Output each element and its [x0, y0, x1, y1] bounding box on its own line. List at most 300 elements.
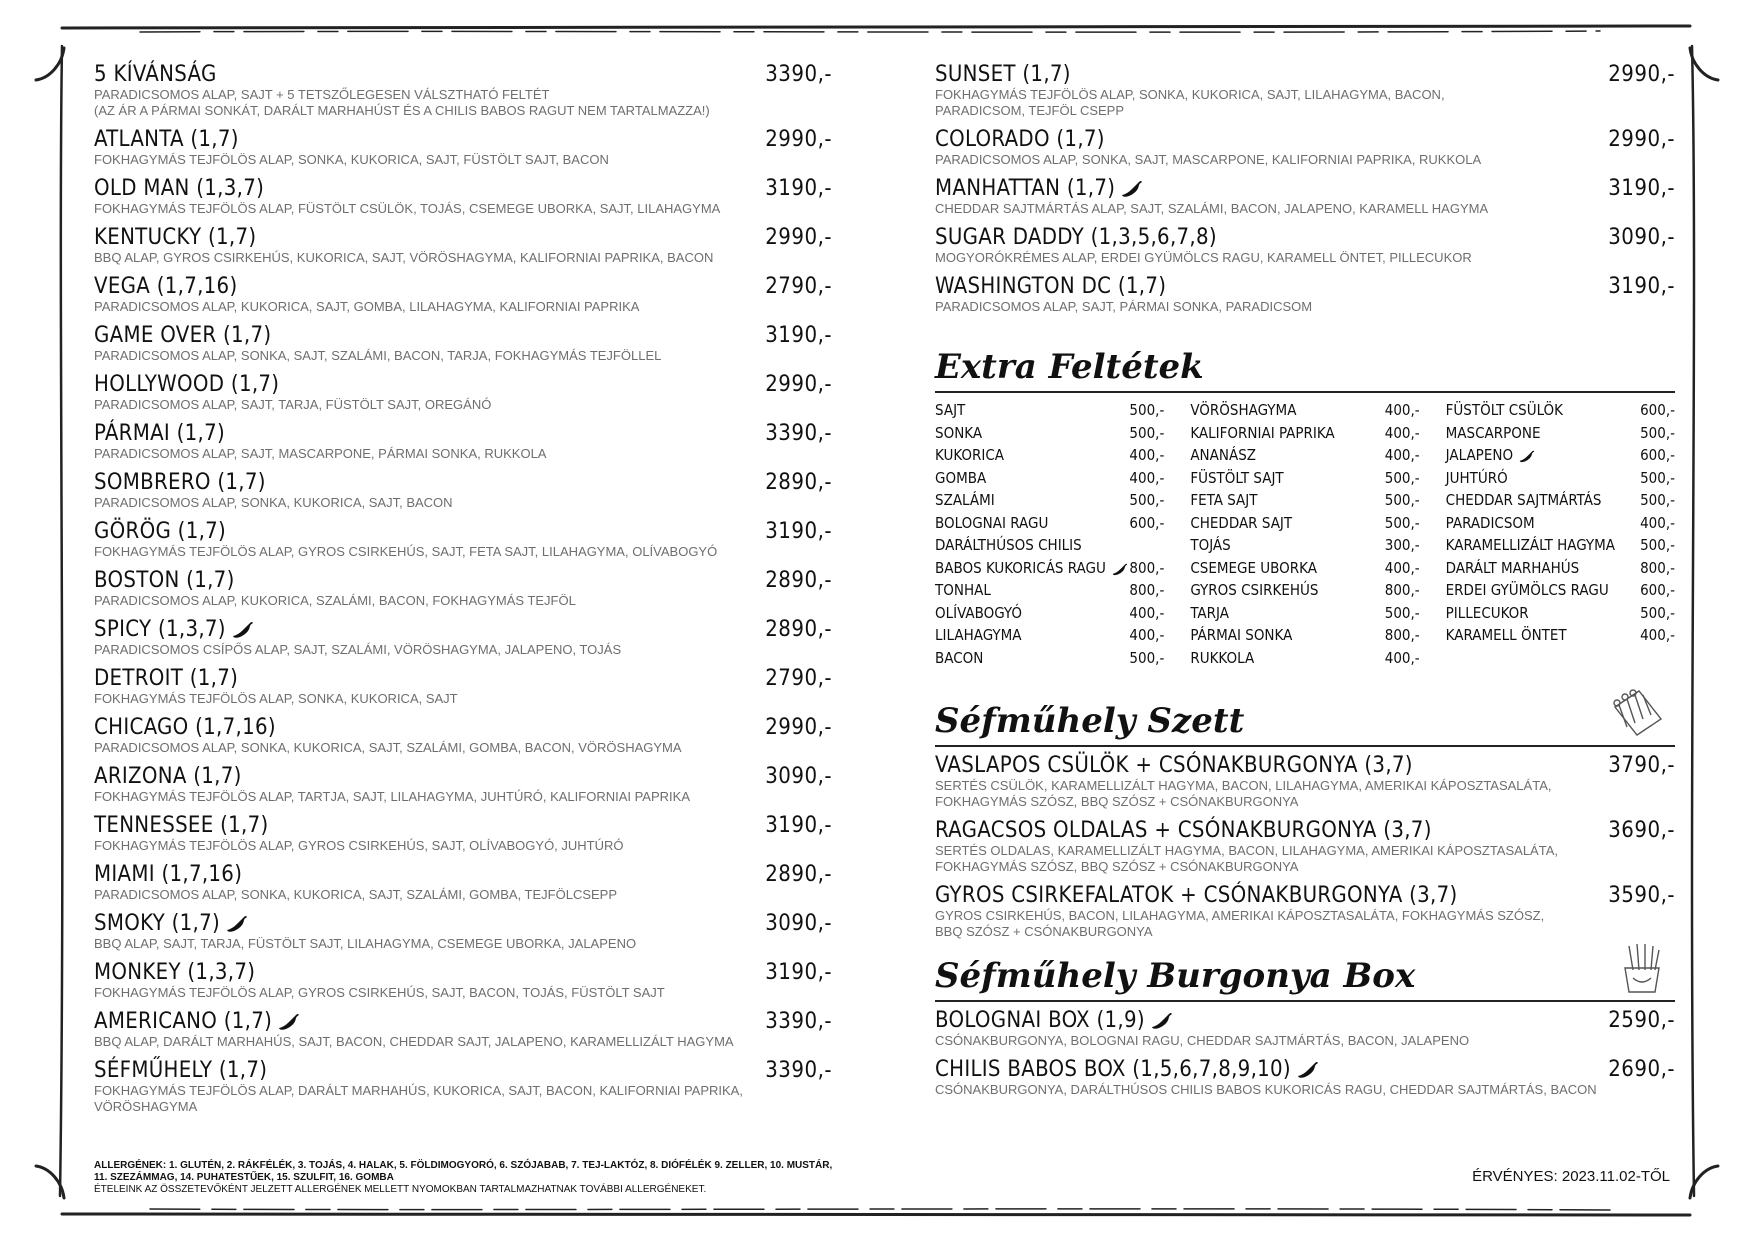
menu-item: [94, 274, 832, 315]
extras-price: 400,-: [1640, 626, 1675, 644]
menu-item-price: 2990,-: [765, 372, 832, 397]
extras-name: KUKORICA: [935, 446, 1004, 464]
menu-item-head: [935, 753, 1675, 778]
menu-item-name: AMERICANO (1,7): [94, 1009, 273, 1034]
menu-item-title: [94, 372, 279, 397]
menu-item-description: FOKHAGYMÁS TEJFÖLÖS ALAP, GYROS CSIRKEHÚS, SAJT, BACON, TOJÁS, FÜSTÖLT SAJT: [94, 985, 665, 1000]
menu-item-title: [935, 274, 1166, 299]
fries-icon: [1617, 940, 1667, 996]
menu-item-name: TENNESSEE (1,7): [94, 813, 269, 838]
menu-item-name: KENTUCKY (1,7): [94, 225, 257, 250]
extras-name: PARADICSOM: [1445, 513, 1535, 532]
menu-item-name: DETROIT (1,7): [94, 666, 239, 691]
extras-price: 500,-: [1384, 491, 1420, 509]
menu-item-name: SOMBRERO (1,7): [94, 470, 266, 495]
menu-item-name: SUGAR DADDY (1,3,5,6,7,8): [935, 225, 1217, 250]
extras-name-wrap: [1446, 467, 1508, 490]
extras-price: 400,-: [1129, 468, 1165, 487]
menu-item-description: FOKHAGYMÁS TEJFÖLÖS ALAP, SONKA, KUKORICA, SAJT, LILAHAGYMA, BACON, PARADICSOM, TEJFÖL CSEPP: [935, 87, 1445, 118]
extras-name: GOMBA: [935, 468, 987, 487]
menu-item-title: [94, 274, 237, 299]
extras-name-wrap: [1446, 489, 1602, 512]
menu-item-head: [935, 883, 1675, 908]
extras-row: [1446, 557, 1675, 580]
menu-item-price: 2890,-: [765, 862, 832, 887]
menu-item-name: VEGA (1,7,16): [94, 274, 238, 299]
menu-item-description: FOKHAGYMÁS TEJFÖLÖS ALAP, SONKA, KUKORICA, SAJT, FÜSTÖLT SAJT, BACON: [94, 152, 609, 167]
menu-item: [94, 1058, 832, 1115]
extras-name: TOJÁS: [1190, 536, 1231, 554]
menu-item-name: SUNSET (1,7): [935, 62, 1071, 87]
extras-row: [935, 534, 1164, 557]
extras-name-wrap: [935, 557, 1128, 580]
menu-item-title: [94, 176, 264, 201]
menu-item-name: OLD MAN (1,3,7): [94, 176, 265, 201]
menu-item-head: [94, 470, 832, 495]
extras-row: [1190, 647, 1419, 670]
menu-item-head: [94, 176, 832, 201]
extras-name-wrap: [1446, 444, 1535, 467]
extras-row: [1190, 579, 1419, 602]
extras-name-wrap: [935, 579, 991, 602]
chili-pepper-icon: [1519, 450, 1535, 463]
menu-item-title: [935, 225, 1217, 250]
extras-name: GYROS CSIRKEHÚS: [1190, 581, 1319, 599]
menu-item: [94, 519, 832, 560]
menu-item-head: [935, 1008, 1675, 1033]
extras-row: [935, 557, 1164, 580]
menu-item-name: PÁRMAI (1,7): [94, 421, 226, 446]
menu-item-title: [935, 818, 1432, 843]
box-title-text: Séfműhely Burgonya Box: [935, 956, 1416, 996]
menu-item: [94, 62, 832, 119]
menu-item-head: [94, 225, 832, 250]
menu-item-head: [94, 1009, 832, 1034]
allergen-line-1: 1. GLUTÉN, 2. RÁKFÉLÉK, 3. TOJÁS, 4. HALAK, 5. FÖLDIMOGYORÓ, 6. SZÓJABAB, 7. TEJ-LAKTÓZ, 8. DIÓFÉLÉK 9. ZELLER, 10. MUSTÁR,: [169, 1160, 833, 1171]
menu-item-name: WASHINGTON DC (1,7): [935, 274, 1167, 299]
menu-item: [94, 225, 832, 266]
extras-name-wrap: [1446, 422, 1541, 445]
menu-item: [935, 127, 1675, 168]
extras-row: [1446, 467, 1675, 490]
menu-item: [94, 176, 832, 217]
menu-item-description: FOKHAGYMÁS TEJFÖLÖS ALAP, GYROS CSIRKEHÚS, SAJT, FETA SAJT, LILAHAGYMA, OLÍVABOGYÓ: [94, 544, 718, 559]
menu-item-price: 3190,-: [1608, 274, 1675, 299]
menu-item-title: [94, 862, 242, 887]
menu-item-head: [94, 274, 832, 299]
extras-price: 500,-: [1384, 513, 1420, 532]
menu-item-name: CHILIS BABOS BOX (1,5,6,7,8,9,10): [935, 1057, 1291, 1082]
extras-name: OLÍVABOGYÓ: [935, 603, 1022, 622]
chili-pepper-icon: [1297, 1061, 1319, 1079]
extras-row: [1446, 489, 1675, 512]
extras-row: [1446, 534, 1675, 557]
extras-name-wrap: [935, 444, 1004, 467]
extras-row: [935, 422, 1164, 445]
extras-name-wrap: [1190, 602, 1229, 625]
szett-title-text: Séfműhely Szett: [935, 701, 1245, 741]
extras-name-wrap: [1190, 422, 1334, 445]
menu-item-name: BOSTON (1,7): [94, 568, 235, 593]
menu-item-description: GYROS CSIRKEHÚS, BACON, LILAHAGYMA, AMERIKAI KÁPOSZTASALÁTA, FOKHAGYMÁS SZÓSZ, BBQ SZÓSZ + CSÓNAKBURGONYA: [935, 908, 1545, 939]
extras-price: 400,-: [1129, 446, 1165, 464]
extras-name: RUKKOLA: [1190, 648, 1255, 667]
menu-item-price: 2690,-: [1608, 1057, 1675, 1082]
menu-item-price: 3190,-: [765, 960, 832, 985]
extras-price: 400,-: [1384, 648, 1420, 667]
menu-item-name: ARIZONA (1,7): [94, 764, 242, 789]
extras-price: 500,-: [1129, 648, 1165, 667]
menu-item: [935, 1057, 1675, 1098]
menu-item: [94, 1009, 832, 1050]
menu-item: [935, 753, 1675, 810]
menu-item-price: 3190,-: [765, 323, 832, 348]
menu-item-head: [94, 666, 832, 691]
extras-price: 500,-: [1384, 468, 1420, 487]
extras-price: 500,-: [1384, 603, 1420, 622]
menu-item-price: 3390,-: [765, 62, 832, 87]
extras-name: BABOS KUKORICÁS RAGU: [935, 558, 1106, 577]
extras-name-wrap: [1446, 602, 1529, 625]
menu-item-price: 2990,-: [1608, 62, 1675, 87]
menu-item-price: 2890,-: [765, 470, 832, 495]
extras-name-wrap: [1190, 399, 1296, 422]
extras-name-wrap: [935, 399, 965, 422]
extras-price: 500,-: [1129, 401, 1165, 419]
menu-item-head: [935, 176, 1675, 201]
extras-name-wrap: [935, 534, 1082, 557]
menu-item-price: 3590,-: [1608, 883, 1675, 908]
menu-item-description: CSÓNAKBURGONYA, DARÁLTHÚSOS CHILIS BABOS KUKORICÁS RAGU, CHEDDAR SAJTMÁRTÁS, BACON: [935, 1082, 1597, 1097]
menu-item-head: [94, 960, 832, 985]
extras-price: 400,-: [1384, 401, 1420, 419]
extras-name: FETA SAJT: [1190, 491, 1258, 509]
extras-row: [1446, 512, 1675, 535]
extras-row: [935, 399, 1164, 422]
extras-name: KARAMELLIZÁLT HAGYMA: [1445, 536, 1616, 554]
extras-price: 400,-: [1129, 626, 1165, 644]
menu-item-name: COLORADO (1,7): [935, 127, 1105, 152]
menu-item-name: MIAMI (1,7,16): [94, 862, 243, 887]
extras-row: [935, 489, 1164, 512]
menu-item-name: SÉFMŰHELY (1,7): [94, 1058, 268, 1083]
extras-price: 500,-: [1640, 468, 1675, 487]
menu-item-description: MOGYORÓKRÉMES ALAP, ERDEI GYÜMÖLCS RAGU, KARAMELL ÖNTET, PILLECUKOR: [935, 250, 1472, 265]
menu-item: [94, 568, 832, 609]
menu-item-price: 2990,-: [765, 715, 832, 740]
extras-row: [935, 579, 1164, 602]
chili-pepper-icon: [278, 1013, 300, 1031]
extras-name: SZALÁMI: [935, 491, 995, 509]
extras-name-wrap: [1190, 557, 1317, 580]
allergen-line-3: ÉTELEINK AZ ÖSSZETEVŐKÉNT JELZETT ALLERGÉNEK MELLETT NYOMOKBAN TARTALMAZHATNAK TOVÁBBI ALLERGÉNEKET.: [94, 1184, 707, 1195]
menu-item: [94, 862, 832, 903]
extras-row: [1446, 624, 1675, 647]
ribs-icon: [1609, 685, 1667, 741]
extras-name-wrap: [935, 624, 1022, 647]
menu-item-price: 2790,-: [765, 666, 832, 691]
extras-name: SAJT: [935, 401, 966, 419]
menu-item-description: PARADICSOMOS ALAP, SONKA, SAJT, MASCARPONE, KALIFORNIAI PAPRIKA, RUKKOLA: [935, 152, 1482, 167]
menu-item-description: PARADICSOMOS ALAP, SONKA, KUKORICA, SAJT, SZALÁMI, GOMBA, TEJFÖLCSEPP: [94, 887, 618, 902]
extras-price: 400,-: [1384, 558, 1420, 577]
menu-item-title: [94, 470, 266, 495]
menu-item: [94, 421, 832, 462]
menu-item-price: 3190,-: [765, 813, 832, 838]
menu-item-head: [94, 1058, 832, 1083]
extras-name: SONKA: [935, 423, 983, 442]
extras-price: 500,-: [1640, 536, 1675, 554]
extras-name: ANANÁSZ: [1190, 446, 1257, 464]
extras-row: [1190, 557, 1419, 580]
menu-item-description: BBQ ALAP, GYROS CSIRKEHÚS, KUKORICA, SAJT, VÖRÖSHAGYMA, KALIFORNIAI PAPRIKA, BACON: [94, 250, 714, 265]
menu-item: [935, 176, 1675, 217]
extras-name: MASCARPONE: [1445, 423, 1541, 442]
menu-item-description: FOKHAGYMÁS TEJFÖLÖS ALAP, DARÁLT MARHAHÚS, KUKORICA, SAJT, BACON, KALIFORNIAI PAPRIKA, VÖRÖSHAGYMA: [94, 1083, 743, 1114]
menu-item-head: [94, 568, 832, 593]
menu-item-description: PARADICSOMOS ALAP, SAJT, MASCARPONE, PÁRMAI SONKA, RUKKOLA: [94, 446, 547, 461]
menu-item: [94, 617, 832, 658]
extras-name-wrap: [935, 467, 986, 490]
menu-item-head: [94, 813, 832, 838]
chili-pepper-icon: [1151, 1012, 1173, 1030]
extras-name: KARAMELL ÖNTET: [1445, 626, 1567, 644]
extras-name-wrap: [1190, 489, 1257, 512]
extras-price: 800,-: [1384, 626, 1420, 644]
menu-item-head: [94, 764, 832, 789]
extras-name-wrap: [1190, 579, 1318, 602]
menu-item-head: [94, 127, 832, 152]
extras-row: [1190, 624, 1419, 647]
menu-item-title: [935, 1057, 1319, 1082]
menu-item-title: [94, 764, 242, 789]
menu-item-title: [94, 323, 271, 348]
menu-item-head: [94, 617, 832, 642]
menu-item-title: [94, 1058, 267, 1083]
extras-name-wrap: [935, 602, 1022, 625]
extras-row: [1446, 602, 1675, 625]
box-title: [935, 954, 1675, 1002]
menu-item: [94, 960, 832, 1001]
extras-row: [1190, 422, 1419, 445]
menu-item-head: [935, 274, 1675, 299]
menu-item-price: 2790,-: [765, 274, 832, 299]
menu-item-price: 3090,-: [1608, 225, 1675, 250]
menu-item-name: BOLOGNAI BOX (1,9): [935, 1008, 1145, 1033]
extras-price: 500,-: [1129, 491, 1165, 509]
menu-item-name: SPICY (1,3,7): [94, 617, 226, 642]
extras-column: [935, 399, 1164, 669]
chili-pepper-icon: [1112, 563, 1128, 576]
extras-price: 600,-: [1129, 513, 1165, 532]
menu-item-price: 3090,-: [765, 911, 832, 936]
extras-name-wrap: [1446, 624, 1567, 647]
menu-item: [935, 883, 1675, 940]
menu-item: [94, 911, 832, 952]
menu-item-title: [94, 617, 254, 642]
menu-item-description: CHEDDAR SAJTMÁRTÁS ALAP, SAJT, SZALÁMI, BACON, JALAPENO, KARAMELL HAGYMA: [935, 201, 1489, 216]
extras-name-wrap: [1446, 579, 1609, 602]
extras-column: [1446, 399, 1675, 669]
menu-item-description: SERTÉS OLDALAS, KARAMELLIZÁLT HAGYMA, BACON, LILAHAGYMA, AMERIKAI KÁPOSZTASALÁTA, FOKHAGYMÁS SZÓSZ, BBQ SZÓSZ + CSÓNAKBURGONYA: [935, 843, 1558, 874]
extras-name: FÜSTÖLT CSÜLÖK: [1445, 401, 1564, 419]
menu-item-price: 2890,-: [765, 617, 832, 642]
extras-row: [1190, 444, 1419, 467]
menu-item-price: 3690,-: [1608, 818, 1675, 843]
extras-name-wrap: [1190, 624, 1292, 647]
extras-price: 600,-: [1640, 581, 1675, 599]
menu-item-price: 3390,-: [765, 421, 832, 446]
menu-item-head: [94, 519, 832, 544]
menu-item-price: 2990,-: [765, 127, 832, 152]
extras-column: [1190, 399, 1419, 669]
extras-row: [1190, 534, 1419, 557]
menu-item-name: CHICAGO (1,7,16): [94, 715, 276, 740]
extras-price: 800,-: [1129, 558, 1165, 577]
extras-row: [1190, 512, 1419, 535]
menu-item-name: ATLANTA (1,7): [94, 127, 239, 152]
menu-item-name: MONKEY (1,3,7): [94, 960, 256, 985]
extras-name: ERDEI GYÜMÖLCS RAGU: [1445, 581, 1609, 599]
extras-name-wrap: [935, 512, 1048, 535]
extras-row: [935, 647, 1164, 670]
menu-item: [94, 764, 832, 805]
menu-item-name: MANHATTAN (1,7): [935, 176, 1116, 201]
menu-item-title: [94, 666, 238, 691]
menu-item-head: [935, 1057, 1675, 1082]
menu-item-description: PARADICSOMOS CSÍPŐS ALAP, SAJT, SZALÁMI, VÖRÖSHAGYMA, JALAPENO, TOJÁS: [94, 642, 622, 657]
extras-price: 400,-: [1640, 513, 1675, 532]
extras-name: PILLECUKOR: [1445, 603, 1529, 622]
menu-item-head: [935, 127, 1675, 152]
menu-item-description: PARADICSOMOS ALAP, SAJT, PÁRMAI SONKA, PARADICSOM: [935, 299, 1313, 314]
menu-item-title: [94, 568, 235, 593]
menu-item-title: [935, 1008, 1173, 1033]
extras-name-wrap: [1446, 557, 1580, 580]
chili-pepper-icon: [1121, 180, 1143, 198]
pizza-list-right: [935, 62, 1675, 315]
menu-item: [94, 715, 832, 756]
extras-price: 500,-: [1640, 423, 1675, 442]
menu-item-description: FOKHAGYMÁS TEJFÖLÖS ALAP, TARTJA, SAJT, LILAHAGYMA, JUHTÚRÓ, KALIFORNIAI PAPRIKA: [94, 789, 690, 804]
menu-item-price: 3190,-: [765, 519, 832, 544]
extras-row: [1190, 489, 1419, 512]
extras-name: CHEDDAR SAJT: [1190, 513, 1293, 532]
box-list: [935, 1008, 1675, 1098]
extras-name: DARÁLTHÚSOS CHILIS: [935, 536, 1082, 554]
pizza-list-left: [94, 62, 832, 1123]
menu-item-title: [935, 62, 1071, 87]
extras-name: JUHTÚRÓ: [1445, 468, 1508, 487]
extras-row: [935, 624, 1164, 647]
menu-item-title: [94, 519, 226, 544]
menu-item: [94, 470, 832, 511]
validity-date: ÉRVÉNYES: 2023.11.02-TŐL: [1472, 1168, 1670, 1185]
menu-item-title: [94, 127, 239, 152]
extras-name: CSEMEGE UBORKA: [1190, 558, 1317, 577]
extras-name-wrap: [1190, 444, 1256, 467]
menu-item-price: 2890,-: [765, 568, 832, 593]
menu-item: [935, 274, 1675, 315]
menu-item: [935, 818, 1675, 875]
menu-item-description: PARADICSOMOS ALAP, KUKORICA, SAJT, GOMBA, LILAHAGYMA, KALIFORNIAI PAPRIKA: [94, 299, 640, 314]
extras-table: [935, 399, 1675, 669]
extras-name-wrap: [1190, 467, 1283, 490]
menu-item-head: [935, 818, 1675, 843]
menu-item-description: CSÓNAKBURGONYA, BOLOGNAI RAGU, CHEDDAR SAJTMÁRTÁS, BACON, JALAPENO: [935, 1033, 1470, 1048]
extras-price: 300,-: [1384, 536, 1420, 554]
extras-name-wrap: [1190, 512, 1292, 535]
menu-item-head: [94, 62, 832, 87]
menu-item-title: [94, 62, 217, 87]
extras-title: Extra Feltétek: [935, 345, 1675, 393]
menu-item-name: 5 KÍVÁNSÁG: [94, 62, 217, 87]
menu-item-price: 3190,-: [765, 176, 832, 201]
extras-name-wrap: [1446, 512, 1535, 535]
menu-item: [94, 127, 832, 168]
extras-name: LILAHAGYMA: [935, 626, 1022, 644]
menu-item: [94, 372, 832, 413]
menu-item: [94, 323, 832, 364]
menu-item-name: GYROS CSIRKEFALATOK + CSÓNAKBURGONYA (3,7): [935, 883, 1458, 908]
menu-item-title: [935, 127, 1105, 152]
extras-row: [935, 512, 1164, 535]
extras-price: 800,-: [1129, 581, 1165, 599]
menu-item-description: PARADICSOMOS ALAP, KUKORICA, SZALÁMI, BACON, FOKHAGYMÁS TEJFÖL: [94, 593, 576, 608]
allergen-info: [94, 1160, 834, 1196]
extras-name: BACON: [935, 648, 984, 667]
menu-item-title: [94, 911, 248, 936]
menu-item-head: [94, 715, 832, 740]
extras-name: JALAPENO: [1445, 446, 1514, 464]
menu-item-description: PARADICSOMOS ALAP, SONKA, KUKORICA, SAJT, SZALÁMI, GOMBA, BACON, VÖRÖSHAGYMA: [94, 740, 682, 755]
menu-item-price: 3090,-: [765, 764, 832, 789]
extras-row: [1446, 422, 1675, 445]
extras-price: 400,-: [1129, 603, 1165, 622]
extras-price: 400,-: [1384, 423, 1420, 442]
extras-row: [1190, 602, 1419, 625]
extras-name: CHEDDAR SAJTMÁRTÁS: [1445, 491, 1602, 509]
menu-item-price: 3390,-: [765, 1009, 832, 1034]
extras-price: 500,-: [1640, 603, 1675, 622]
right-column: [935, 62, 1675, 1106]
extras-row: [1190, 399, 1419, 422]
menu-item: [94, 813, 832, 854]
extras-row: [1190, 467, 1419, 490]
allergen-label: ALLERGÉNEK:: [94, 1160, 167, 1171]
extras-name-wrap: [1190, 534, 1230, 557]
menu-item-head: [935, 225, 1675, 250]
menu-item-price: 2590,-: [1608, 1008, 1675, 1033]
menu-item-price: 3190,-: [1608, 176, 1675, 201]
szett-list: [935, 753, 1675, 940]
menu-item-description: FOKHAGYMÁS TEJFÖLÖS ALAP, SONKA, KUKORICA, SAJT: [94, 691, 458, 706]
menu-item-price: 3790,-: [1608, 753, 1675, 778]
menu-item-head: [94, 862, 832, 887]
menu-item-description: BBQ ALAP, DARÁLT MARHAHÚS, SAJT, BACON, CHEDDAR SAJT, JALAPENO, KARAMELLIZÁLT HAGYMA: [94, 1034, 734, 1049]
extras-name-wrap: [1190, 647, 1254, 670]
menu-item: [94, 666, 832, 707]
menu-item-name: RAGACSOS OLDALAS + CSÓNAKBURGONYA (3,7): [935, 818, 1432, 843]
extras-price: 600,-: [1640, 446, 1675, 464]
menu-item-head: [94, 421, 832, 446]
extras-row: [935, 444, 1164, 467]
menu-item-price: 2990,-: [765, 225, 832, 250]
extras-name: PÁRMAI SONKA: [1190, 626, 1293, 644]
extras-price: 400,-: [1384, 446, 1420, 464]
extras-name-wrap: [935, 489, 995, 512]
menu-item-description: PARADICSOMOS ALAP, SAJT + 5 TETSZŐLEGESEN VÁLSZTHATÓ FELTÉT (AZ ÁR A PÁRMAI SONKÁT, DARÁLT MARHAHÚST ÉS A CHILIS BABOS RAGUT NEM TARTALMAZZA!): [94, 87, 710, 118]
